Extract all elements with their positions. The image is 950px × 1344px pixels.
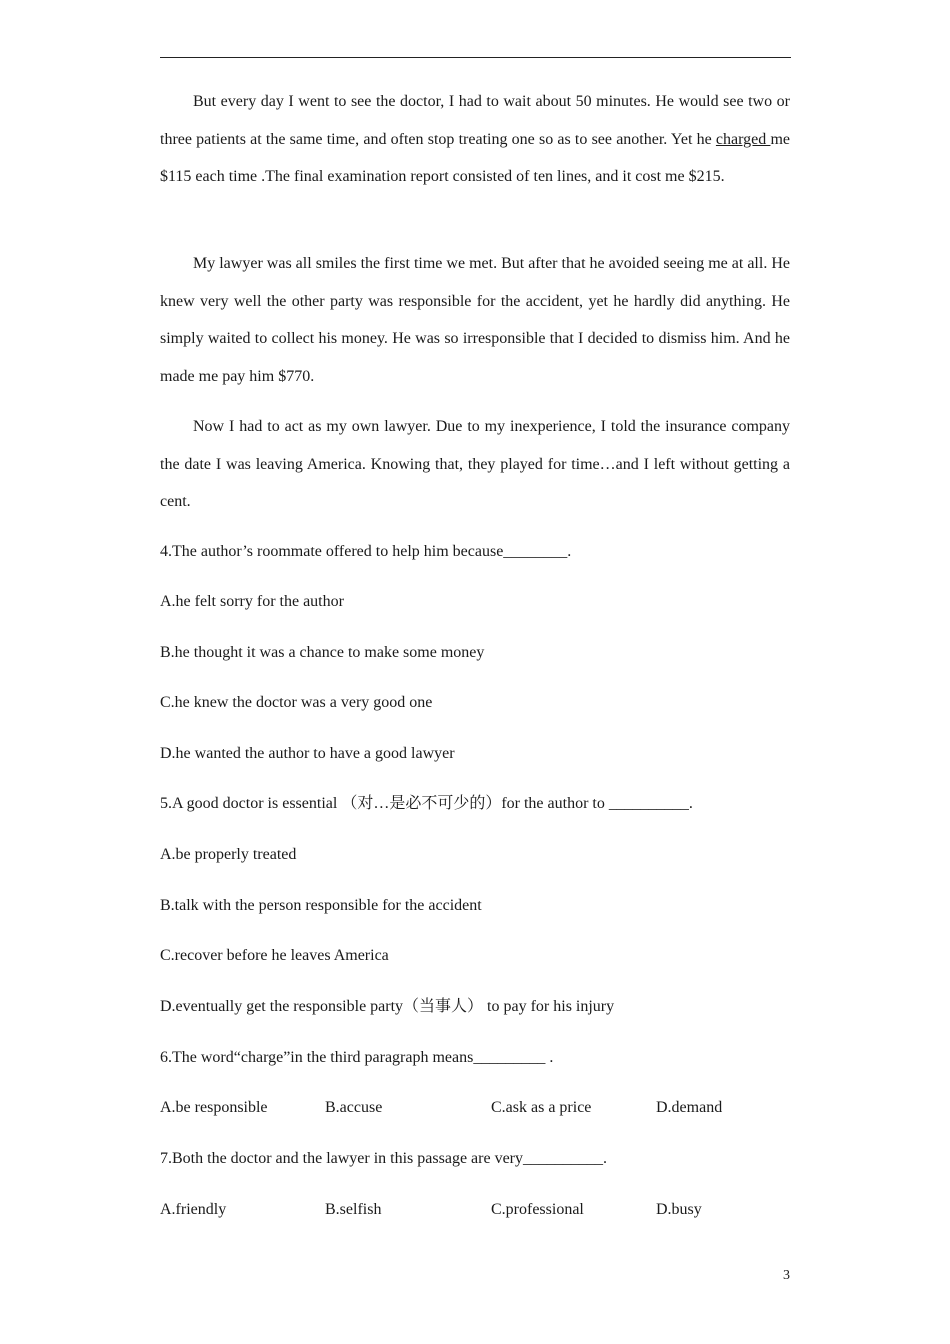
underlined-word: charged <box>715 130 771 148</box>
question-5-option-a: A.be properly treated <box>160 846 297 863</box>
question-5-option-d: D.eventually get the responsible party（当事人） to pay for his injury <box>160 998 615 1015</box>
passage-paragraph-2: My lawyer was all smiles the first time we met. But after that he avoided seeing me at all. He knew very well the other party was responsible for the accident, yet he hardly did anything. He simply waited to collect his money. He was so irresponsible that I decided to dismiss him. And he made me pay him $770. <box>160 255 790 385</box>
question-7-option-b: B.selfish <box>325 1201 382 1218</box>
header-rule <box>160 57 791 58</box>
question-5-option-c: C.recover before he leaves America <box>160 947 389 964</box>
question-6-option-c: C.ask as a price <box>491 1099 592 1116</box>
question-6-stem: 6.The word“charge”in the third paragraph means_________ . <box>160 1049 554 1066</box>
question-4-option-a: A.he felt sorry for the author <box>160 593 344 610</box>
question-6-option-b: B.accuse <box>325 1099 383 1116</box>
question-5-option-b: B.talk with the person responsible for the accident <box>160 897 482 914</box>
page-number: 3 <box>783 1268 790 1283</box>
question-4-stem: 4.The author’s roommate offered to help him because________. <box>160 543 572 560</box>
passage-paragraph-1 <box>160 83 790 196</box>
paragraph-text: me $115 each time .The final examination report consisted of ten lines, and it cost me $215. <box>160 130 791 185</box>
question-4-option-c: C.he knew the doctor was a very good one <box>160 694 433 711</box>
question-6-option-d: D.demand <box>656 1099 723 1116</box>
question-7-stem: 7.Both the doctor and the lawyer in this passage are very__________. <box>160 1150 607 1167</box>
paragraph-text: But every day I went to see the doctor, I had to wait about 50 minutes. He would see two or three patients at the same time, and often stop treating one so as to see another. Yet he <box>160 93 790 148</box>
question-5-stem: 5.A good doctor is essential （对…是必不可少的）for the author to __________. <box>160 795 693 812</box>
question-4-option-d: D.he wanted the author to have a good lawyer <box>160 745 455 762</box>
question-7-option-a: A.friendly <box>160 1201 227 1218</box>
question-7-option-c: C.professional <box>491 1201 584 1218</box>
question-6-option-a: A.be responsible <box>160 1099 268 1116</box>
question-7-option-d: D.busy <box>656 1201 702 1218</box>
question-4-option-b: B.he thought it was a chance to make some money <box>160 644 485 661</box>
passage-paragraph-3: Now I had to act as my own lawyer. Due to my inexperience, I told the insurance company the date I was leaving America. Knowing that, they played for time…and I left without getting a cent. <box>160 418 790 510</box>
